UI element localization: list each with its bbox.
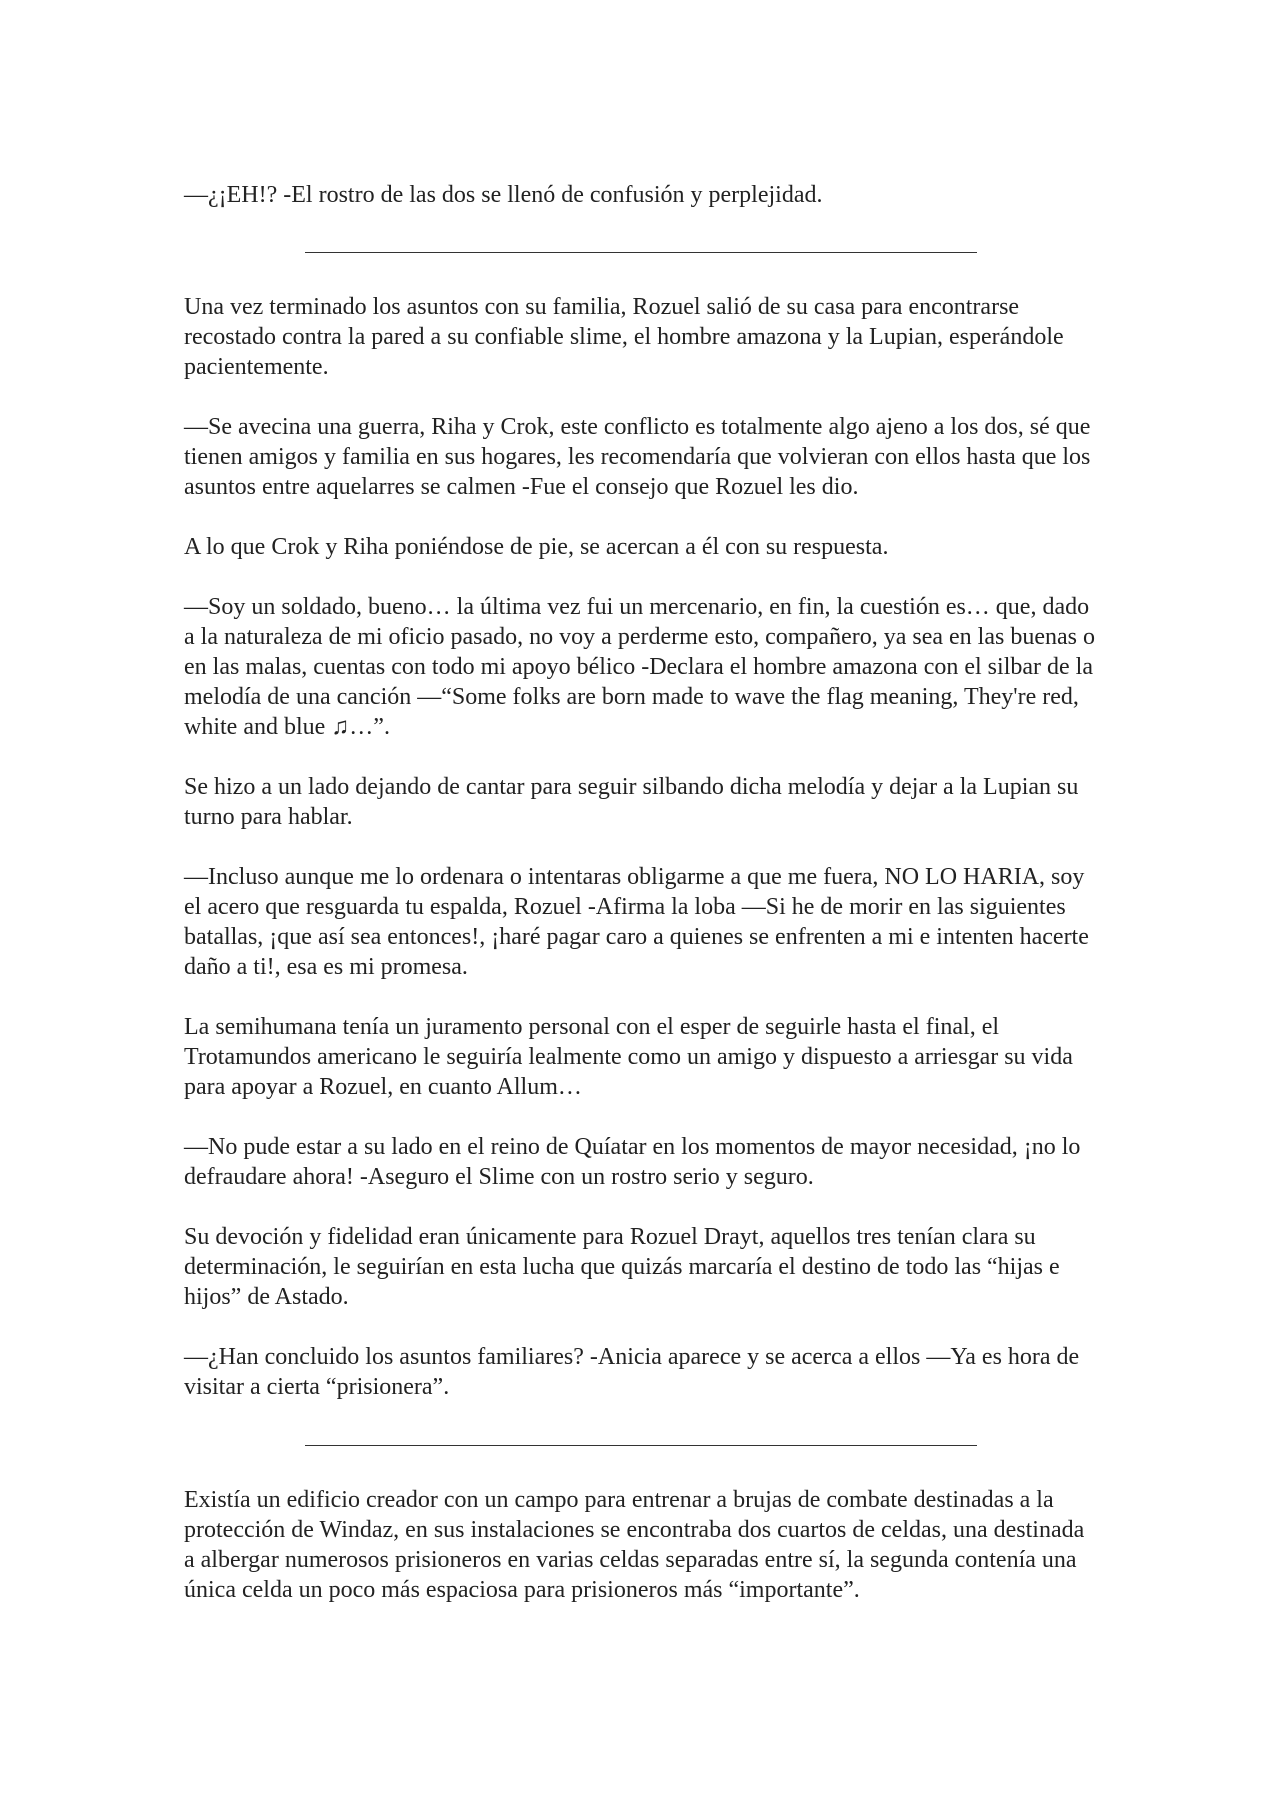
paragraph-9: —No pude estar a su lado en el reino de Quíatar en los momentos de mayor necesidad, ¡no lo defraudare ahora! -Aseguro el Slime con un rostro serio y seguro. (184, 1134, 1081, 1190)
paragraph-11: —¿Han concluido los asuntos familiares? -Anicia aparece y se acerca a ellos —Ya es hora de visitar a cierta “prisionera”. (184, 1344, 1080, 1400)
paragraph-12: Existía un edificio creador con un campo para entrenar a brujas de combate destinadas a la protección de Windaz, en sus instalaciones se encontraba dos cuartos de celdas, una destinada a albergar numerosos prisioneros en varias celdas separadas entre sí, la segunda contenía una única celda un poco más espaciosa para prisioneros más “importante”. (184, 1487, 1085, 1603)
paragraph-1: —¿¡EH!? -El rostro de las dos se llenó de confusión y perplejidad. (184, 182, 823, 208)
paragraph-7: —Incluso aunque me lo ordenara o intentaras obligarme a que me fuera, NO LO HARIA, soy el acero que resguarda tu espalda, Rozuel -Afirma la loba —Si he de morir en las siguientes batallas, ¡que así sea entonces!, ¡haré pagar caro a quienes se enfrenten a mi e intenten hacerte daño a ti!, esa es mi promesa. (184, 864, 1089, 980)
paragraph-3: —Se avecina una guerra, Riha y Crok, este conflicto es totalmente algo ajeno a los dos, sé que tienen amigos y familia en sus hogares, les recomendaría que volvieran con ellos hasta que los asuntos entre aquelarres se calmen -Fue el consejo que Rozuel les dio. (184, 414, 1091, 500)
paragraph-5: —Soy un soldado, bueno… la última vez fui un mercenario, en fin, la cuestión es… que, dado a la naturaleza de mi oficio pasado, no voy a perderme esto, compañero, ya sea en las buenas o en las malas, cuentas con todo mi apoyo bélico -Declara el hombre amazona con el silbar de la melodía de una canción —“Some folks are born made to wave the flag meaning, They're red, white and blue ♫…”. (184, 594, 1095, 740)
paragraph-8: La semihumana tenía un juramento personal con el esper de seguirle hasta el final, el Trotamundos americano le seguiría lealmente como un amigo y dispuesto a arriesgar su vida para apoyar a Rozuel, en cuanto Allum… (184, 1014, 1073, 1100)
paragraph-10: Su devoción y fidelidad eran únicamente para Rozuel Drayt, aquellos tres tenían clara su determinación, le seguirían en esta lucha que quizás marcaría el destino de todo las “hijas e hijos” de Astado. (184, 1224, 1060, 1310)
paragraph-4: A lo que Crok y Riha poniéndose de pie, se acercan a él con su respuesta. (184, 534, 889, 560)
paragraph-2: Una vez terminado los asuntos con su familia, Rozuel salió de su casa para encontrarse recostado contra la pared a su confiable slime, el hombre amazona y la Lupian, esperándole pacientemente. (184, 294, 1064, 380)
section-divider (305, 1445, 977, 1446)
document-page (184, 180, 1096, 1635)
paragraph-6: Se hizo a un lado dejando de cantar para seguir silbando dicha melodía y dejar a la Lupian su turno para hablar. (184, 774, 1079, 830)
section-divider (305, 252, 977, 253)
